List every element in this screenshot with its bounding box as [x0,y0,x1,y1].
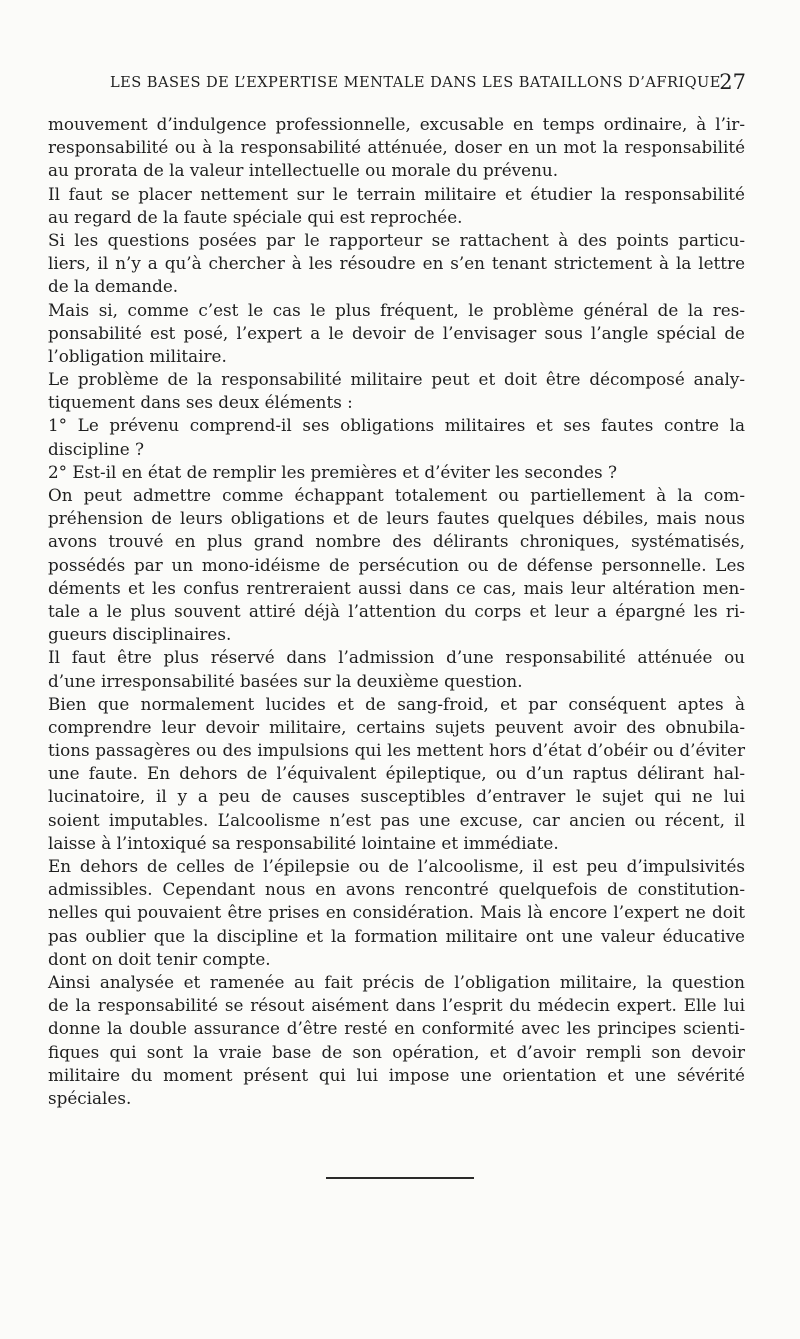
text-line: fiques qui sont la vraie base de son opération, et d’avoir rempli son devoir [48,1041,745,1062]
text-line: une faute. En dehors de l’équivalent épileptique, ou d’un raptus délirant hal- [48,763,745,784]
text-line: On peut admettre comme échappant totalement ou partiellement à la com- [48,485,745,505]
text-line: donne la double assurance d’être resté en conformité avec les principes scienti- [48,1018,745,1039]
text-line: 1° Le prévenu comprend-il ses obligations militaires et ses fautes contre la [48,415,745,436]
text-line: soient imputables. L’alcoolisme n’est pas une excuse, car ancien ou récent, il [48,809,745,830]
text-line: En dehors de celles de l’épilepsie ou de l’alcoolisme, il est peu d’impulsivités [48,856,745,876]
text-line: responsabilité ou à la responsabilité atténuée, doser en un mot la responsabilité [48,137,745,158]
text-line: tale a le plus souvent attiré déjà l’attention du corps et leur a épargné les ri- [48,600,745,621]
text-line: comprendre leur devoir militaire, certains sujets peuvent avoir des obnubila- [48,716,745,737]
text-line: Mais si, comme c’est le cas le plus fréquent, le problème général de la res- [48,299,745,320]
running-header [110,72,746,100]
text-line: Il faut se placer nettement sur le terrain militaire et étudier la responsabilité [48,183,745,204]
text-line: discipline ? [48,438,145,459]
text-line: gueurs disciplinaires. [48,624,232,645]
text-line: tiquement dans ses deux éléments : [48,392,353,413]
text-line: préhension de leurs obligations et de leurs fautes quelques débiles, mais nous [48,508,745,529]
text-line: Ainsi analysée et ramenée au fait précis de l’obligation militaire, la question [48,971,745,992]
text-line: de la demande. [48,276,179,297]
closing-rule [326,1177,474,1179]
text-line: militaire du moment présent qui lui impose une orientation et une sévérité [48,1064,745,1085]
text-line: dont on doit tenir compte. [48,948,271,969]
text-line: Si les questions posées par le rapporteur se rattachent à des points particu- [48,229,745,250]
text-line: d’une irresponsabilité basées sur la deuxième question. [48,670,523,691]
text-line: laisse à l’intoxiqué sa responsabilité lointaine et immédiate. [48,832,559,853]
text-line: pas oublier que la discipline et la formation militaire ont une valeur éducative [48,925,745,946]
body-text [48,113,745,1110]
text-line: tions passagères ou des impulsions qui les mettent hors d’état d’obéir ou d’éviter [48,740,745,761]
text-line: 2° Est-il en état de remplir les premières et d’éviter les secondes ? [48,461,617,482]
text-line: ponsabilité est posé, l’expert a le devoir de l’envisager sous l’angle spécial de [48,322,745,343]
text-line: Le problème de la responsabilité militaire peut et doit être décomposé analy- [48,369,745,390]
text-line: spéciales. [48,1087,132,1108]
text-line: liers, il n’y a qu’à chercher à les résoudre en s’en tenant strictement à la lettre [48,253,745,274]
page-number: 27 [719,70,746,94]
text-line: l’obligation militaire. [48,345,227,366]
text-line: mouvement d’indulgence professionnelle, excusable en temps ordinaire, à l’ir- [48,114,745,134]
text-line: déments et les confus rentreraient aussi dans ce cas, mais leur altération men- [48,577,745,598]
text-line: lucinatoire, il y a peu de causes susceptibles d’entraver le sujet qui ne lui [48,786,745,807]
text-line: de la responsabilité se résout aisément dans l’esprit du médecin expert. Elle lui [48,995,745,1016]
text-line: au prorata de la valeur intellectuelle ou morale du prévenu. [48,160,559,181]
text-line: Bien que normalement lucides et de sang-froid, et par conséquent aptes à [48,693,745,714]
running-title: LES BASES DE L’EXPERTISE MENTALE DANS LES BATAILLONS D’AFRIQUE [110,74,721,91]
text-line: avons trouvé en plus grand nombre des délirants chroniques, systématisés, [48,531,745,552]
text-line: possédés par un mono-idéisme de persécution ou de défense personnelle. Les [48,554,745,575]
text-line: au regard de la faute spéciale qui est reprochée. [48,206,463,227]
text-line: nelles qui pouvaient être prises en considération. Mais là encore l’expert ne doit [48,902,745,923]
text-line: admissibles. Cependant nous en avons rencontré quelquefois de constitution- [48,879,745,900]
text-line: Il faut être plus réservé dans l’admission d’une responsabilité atténuée ou [48,647,745,668]
